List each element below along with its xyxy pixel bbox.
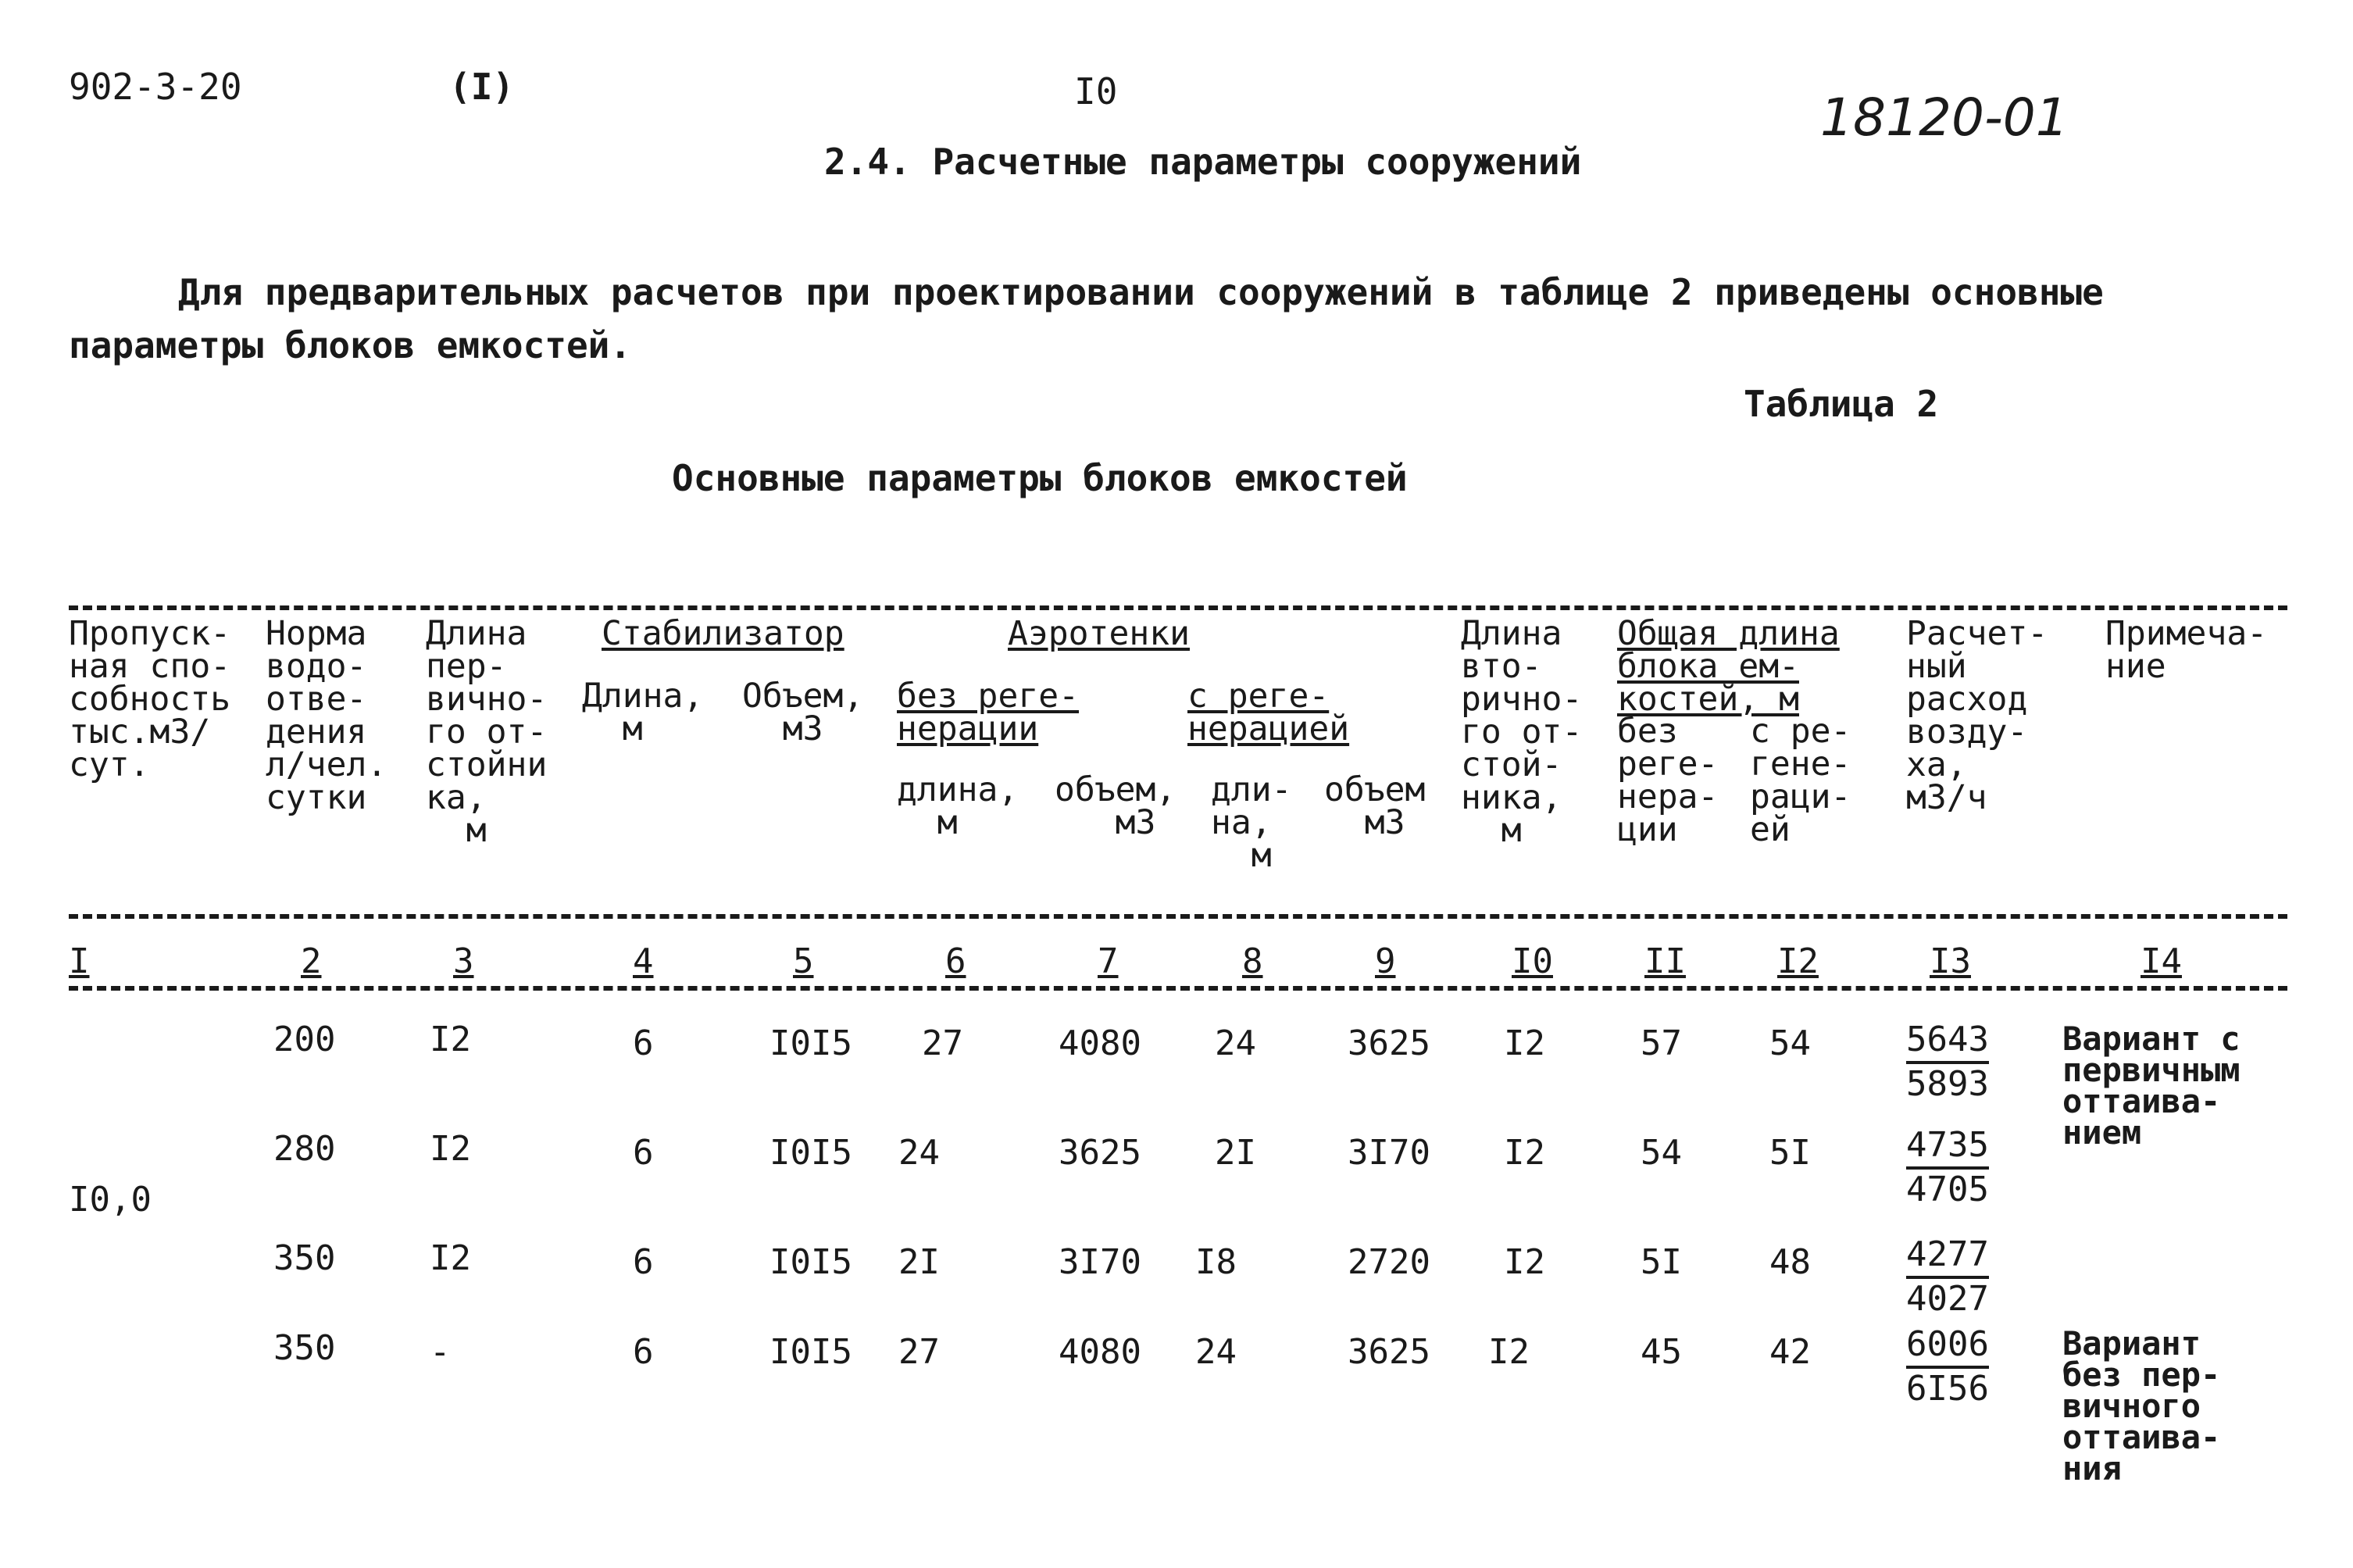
column-numbers-rule (69, 986, 2287, 991)
document-code: 902-3-20 (69, 66, 242, 108)
aero-length-1-cell: 27 (898, 1332, 940, 1372)
header-secondary-settler-length: Длина вто- рично- го от- стой- ника, м (1461, 614, 1583, 850)
aero-volume-2-cell: 3625 (1348, 1332, 1430, 1372)
column-number: 6 (945, 941, 966, 981)
header-aerotanks: Аэротенки (1008, 614, 1190, 653)
aero-volume-2-cell: 3I70 (1348, 1133, 1430, 1173)
secondary-settler-cell: I2 (1504, 1133, 1545, 1173)
air-flow-alt: 4027 (1906, 1279, 1989, 1319)
air-flow-primary: 5643 (1906, 1020, 1989, 1064)
air-flow-cell (1906, 1125, 1989, 1209)
table-title: Основные параметры блоков емкостей (672, 457, 1408, 499)
stab-length-cell: 6 (633, 1023, 654, 1063)
total-no-regen-cell: 57 (1641, 1023, 1682, 1063)
aero-length-2-cell: 24 (1195, 1332, 1237, 1372)
aero-length-1-cell: 2I (898, 1242, 940, 1282)
air-flow-alt: 5893 (1906, 1064, 1989, 1104)
column-number: 7 (1098, 941, 1119, 981)
column-number: II (1644, 941, 1686, 981)
aero-length-1-cell: 24 (898, 1133, 940, 1173)
header-total-length: Общая длина блока ем- костей, м (1617, 614, 1840, 719)
aero-volume-2-cell: 2720 (1348, 1242, 1430, 1282)
norm-cell: 280 (273, 1129, 336, 1169)
header-stab-volume: Объем, м3 (742, 677, 864, 748)
aero-volume-1-cell: 4080 (1059, 1023, 1141, 1063)
air-flow-primary: 4735 (1906, 1125, 1989, 1170)
table-top-rule (69, 605, 2287, 610)
air-flow-primary: 4277 (1906, 1234, 1989, 1279)
total-no-regen-cell: 5I (1641, 1242, 1682, 1282)
air-flow-cell (1906, 1324, 1989, 1409)
header-stabilizer: Стабилизатор (602, 614, 844, 653)
header-no-regen: без реге- нерации (897, 677, 1079, 748)
total-with-regen-cell: 5I (1769, 1133, 1811, 1173)
header-aero-length-2: дли- на, м (1211, 770, 1292, 875)
primary-settler-cell: I2 (430, 1129, 471, 1169)
header-stab-length: Длина, м (582, 677, 704, 748)
header-norm: Норма водо- отве- дения л/чел. сутки (266, 614, 387, 817)
air-flow-primary: 6006 (1906, 1324, 1989, 1369)
header-aero-volume-1: объем, м3 (1055, 770, 1176, 842)
total-no-regen-cell: 45 (1641, 1332, 1682, 1372)
aero-length-2-cell: 2I (1215, 1133, 1256, 1173)
norm-cell: 200 (273, 1020, 336, 1059)
column-number: 3 (453, 941, 474, 981)
secondary-settler-cell: I2 (1504, 1023, 1545, 1063)
secondary-settler-cell: I2 (1504, 1242, 1545, 1282)
aero-volume-2-cell: 3625 (1348, 1023, 1430, 1063)
column-number: 8 (1242, 941, 1263, 981)
aero-length-2-cell: I8 (1195, 1242, 1237, 1282)
primary-settler-cell: I2 (430, 1020, 471, 1059)
capacity-cell: I0,0 (69, 1180, 152, 1220)
total-with-regen-cell: 42 (1769, 1332, 1811, 1372)
stab-volume-cell: I0I5 (769, 1332, 852, 1372)
section-title: 2.4. Расчетные параметры сооружений (824, 141, 1582, 183)
air-flow-cell (1906, 1234, 1989, 1319)
stab-volume-cell: I0I5 (769, 1133, 852, 1173)
column-number: 5 (793, 941, 814, 981)
header-total-no-regen: без реге- нера- ции (1617, 712, 1719, 849)
header-with-regen: с реге- нерацией (1187, 677, 1350, 748)
air-flow-alt: 6I56 (1906, 1369, 1989, 1409)
note-without-primary: Вариант без пер- вичного оттаива- ния (2062, 1324, 2221, 1488)
stab-length-cell: 6 (633, 1242, 654, 1282)
aero-volume-1-cell: 4080 (1059, 1332, 1141, 1372)
header-total-with-regen: с ре- гене- раци- ей (1750, 712, 1851, 849)
page-number: I0 (1074, 70, 1118, 113)
primary-settler-cell: - (430, 1332, 451, 1372)
aero-volume-1-cell: 3I70 (1059, 1242, 1141, 1282)
air-flow-cell (1906, 1020, 1989, 1104)
total-with-regen-cell: 54 (1769, 1023, 1811, 1063)
aero-volume-1-cell: 3625 (1059, 1133, 1141, 1173)
primary-settler-cell: I2 (430, 1238, 471, 1278)
table-header-rule (69, 914, 2287, 919)
note-with-primary: Вариант с первичным оттаива- нием (2062, 1020, 2241, 1152)
stab-volume-cell: I0I5 (769, 1242, 852, 1282)
stab-volume-cell: I0I5 (769, 1023, 852, 1063)
column-number: I0 (1512, 941, 1553, 981)
total-with-regen-cell: 48 (1769, 1242, 1811, 1282)
header-notes: Примеча- ние (2105, 614, 2268, 686)
norm-cell: 350 (273, 1328, 336, 1368)
column-number: I3 (1930, 941, 1971, 981)
column-number: I (69, 941, 90, 981)
secondary-settler-cell: I2 (1488, 1332, 1530, 1372)
handwritten-id: 18120-01 (1820, 88, 2069, 148)
column-number: 9 (1375, 941, 1396, 981)
total-no-regen-cell: 54 (1641, 1133, 1682, 1173)
header-primary-settler-length: Длина пер- вично- го от- стойни ка, м (426, 614, 548, 850)
header-aero-length-1: длина, м (897, 770, 1019, 842)
air-flow-alt: 4705 (1906, 1170, 1989, 1209)
table-label: Таблица 2 (1744, 383, 1939, 425)
column-number: I4 (2141, 941, 2182, 981)
column-number: 2 (301, 941, 322, 981)
stab-length-cell: 6 (633, 1332, 654, 1372)
intro-paragraph: Для предварительных расчетов при проектировании сооружений в таблице 2 приведены основные параметры блоков емкостей. (69, 271, 2104, 366)
aero-length-1-cell: 27 (922, 1023, 963, 1063)
norm-cell: 350 (273, 1238, 336, 1278)
stab-length-cell: 6 (633, 1133, 654, 1173)
header-aero-volume-2: объем м3 (1324, 770, 1426, 842)
document-part: (I) (449, 66, 515, 108)
column-number: 4 (633, 941, 654, 981)
header-air-flow: Расчет- ный расход возду- ха, м3/ч (1906, 614, 2048, 817)
column-number: I2 (1777, 941, 1819, 981)
aero-length-2-cell: 24 (1215, 1023, 1256, 1063)
header-capacity: Пропуск- ная спо- собность тыс.м3/ сут. (69, 614, 231, 784)
